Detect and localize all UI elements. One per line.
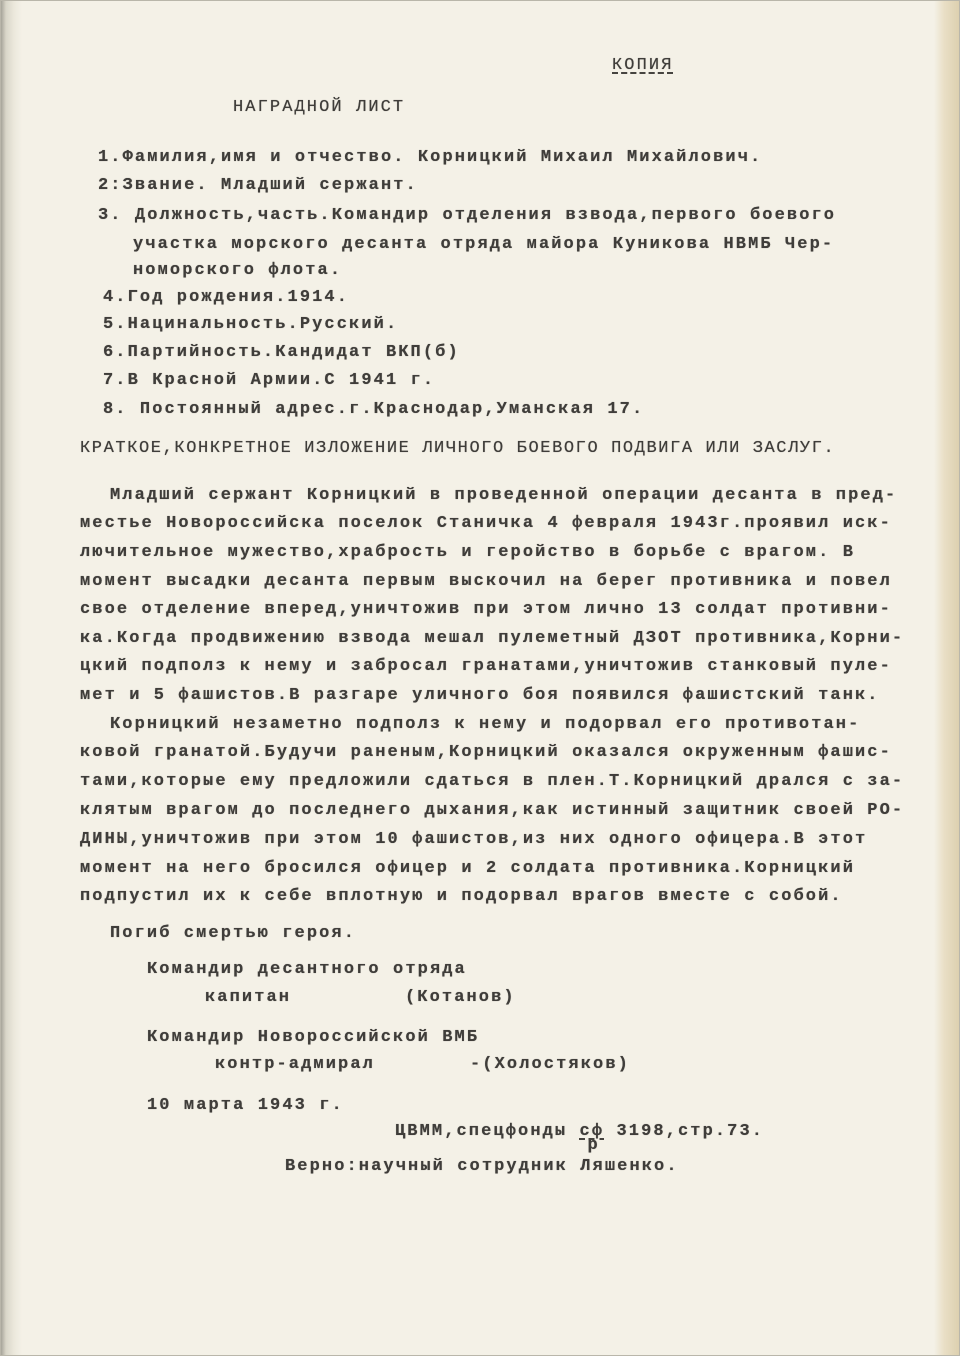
item-5-nationality: 5.Нацинальность.Русский. — [103, 315, 399, 334]
paragraph-line: мет и 5 фашистов.В разгаре уличного боя появился фашистский танк. — [80, 686, 880, 705]
paragraph-line: ковой гранатой.Будучи раненым,Корницкий оказался окруженным фашис- — [80, 743, 892, 762]
signature-1-rank: капитан — [205, 988, 292, 1007]
item-1-name: 1.Фамилия,имя и отчество. Корницкий Михаил Михайлович. — [98, 148, 763, 167]
item-7-army-service: 7.В Красной Армии.С 1941 г. — [103, 371, 436, 390]
paragraph-line: лючительное мужество,храбрость и геройство в борьбе с врагом. В — [80, 543, 856, 562]
paragraph-line: Корницкий незаметно подполз к нему и подорвал его противотан- — [110, 715, 861, 734]
archive-prefix: ЦВММ,спецфонды — [395, 1122, 568, 1141]
copy-mark: КОПИЯ — [612, 56, 674, 75]
archive-fraction-den: р — [587, 1136, 600, 1155]
item-6-party: 6.Партийность.Кандидат ВКП(б) — [103, 343, 460, 362]
certification-line: Верно:научный сотрудник Ляшенко. — [285, 1157, 679, 1176]
item-4-birth-year: 4.Год рождения.1914. — [103, 288, 350, 307]
signature-1-name: (Котанов) — [405, 988, 516, 1007]
archive-suffix: 3198,стр.73. — [616, 1122, 765, 1141]
archive-fraction — [579, 1122, 605, 1155]
item-3-position-cont: участка морского десанта отряда майора Куникова НВМБ Чер- — [133, 235, 835, 254]
archive-fraction-num: сф — [579, 1122, 605, 1141]
item-3-position: 3. Должность,часть.Командир отделения взвода,первого боевого — [98, 206, 837, 225]
paragraph-line: момент на него бросился офицер и 2 солдата противника.Корницкий — [80, 859, 856, 878]
archive-reference — [395, 1122, 765, 1155]
paragraph-line: клятым врагом до последнего дыхания,как истинный защитник своей РО- — [80, 801, 905, 820]
paragraph-line: Младший сержант Корницкий в проведенной операции десанта в пред- — [110, 486, 898, 505]
paragraph-line: момент высадки десанта первым выскочил на берег противника и повел — [80, 572, 892, 591]
paragraph-line: ДИНЫ,уничтожив при этом 10 фашистов,из них одного офицера.В этот — [80, 830, 868, 849]
item-3-position-cont: номорского флота. — [133, 261, 343, 280]
signature-2-rank: контр-адмирал — [215, 1055, 375, 1074]
signature-2-name: -(Холостяков) — [470, 1055, 630, 1074]
paragraph-line: местье Новороссийска поселок Станичка 4 февраля 1943г.проявил иск- — [80, 514, 892, 533]
closing-line: Погиб смертью героя. — [110, 924, 357, 943]
paragraph-line: цкий подполз к нему и забросал гранатами,уничтожив станковый пуле- — [80, 657, 892, 676]
paragraph-line: тами,которые ему предложили сдаться в плен.Т.Корницкий дрался с за- — [80, 772, 905, 791]
signature-2-role: Командир Новороссийской ВМБ — [147, 1028, 480, 1047]
document-title: НАГРАДНОЙ ЛИСТ — [233, 98, 406, 117]
item-2-rank: 2:Звание. Младший сержант. — [98, 176, 418, 195]
signature-1-role: Командир десантного отряда — [147, 960, 467, 979]
paragraph-line: ка.Когда продвижению взвода мешал пулеметный ДЗОТ противника,Корни- — [80, 629, 905, 648]
section-heading: КРАТКОЕ,КОНКРЕТНОЕ ИЗЛОЖЕНИЕ ЛИЧНОГО БОЕВОГО ПОДВИГА ИЛИ ЗАСЛУГ. — [80, 439, 836, 458]
item-8-address: 8. Постоянный адрес.г.Краснодар,Уманская 17. — [103, 400, 645, 419]
paragraph-line: подпустил их к себе вплотную и подорвал врагов вместе с собой. — [80, 887, 843, 906]
document-date: 10 марта 1943 г. — [147, 1096, 344, 1115]
paragraph-line: свое отделение вперед,уничтожив при этом лично 13 солдат противни- — [80, 600, 892, 619]
